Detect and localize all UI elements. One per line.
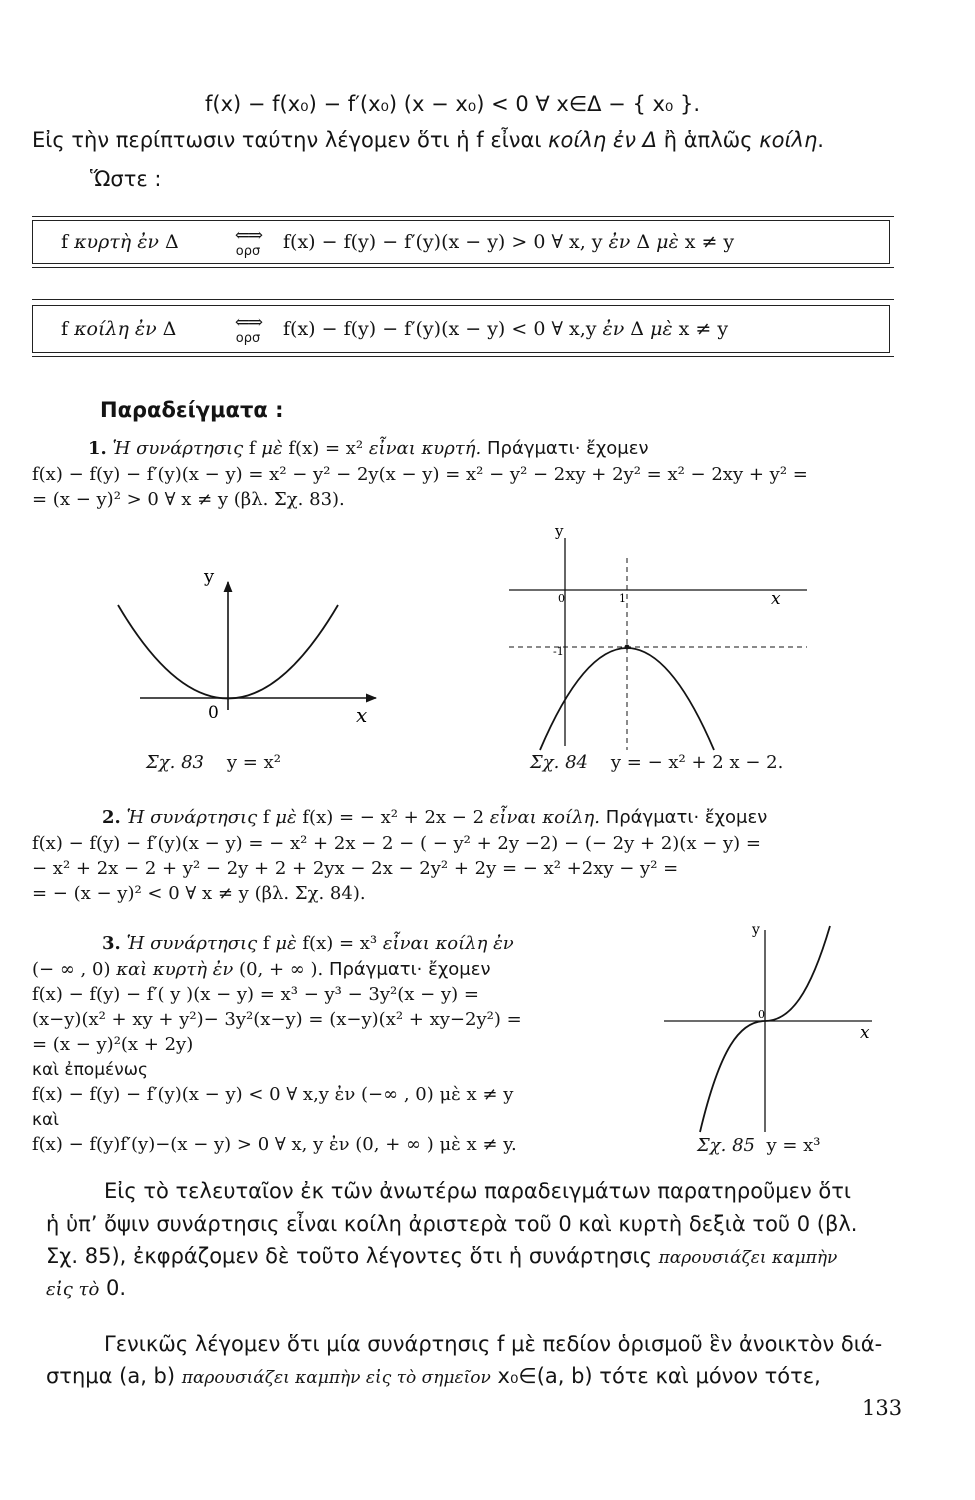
fig85-x-label: x	[860, 1023, 870, 1043]
figure-85	[660, 918, 890, 1136]
box2-top-rule	[32, 299, 894, 300]
fig84-caption: Σχ. 84 y = − x² + 2 x − 2.	[530, 752, 784, 773]
fig83-origin-label: 0	[208, 703, 219, 723]
example-3-line-3: f(x) − f(y) − f′( y )(x − y) = x³ − y³ − 3y²(x − y) =	[32, 984, 479, 1005]
example-3-line-9: f(x) − f(y)f′(y)−(x − y) > 0 ∀ x, y ἐν (0, + ∞ ) μὲ x ≠ y.	[32, 1134, 517, 1155]
box2-right: f(x) − f(y) − f′(y)(x − y) < 0 ∀ x,y ἐν Δ μὲ x ≠ y	[283, 318, 729, 340]
fig84-parabola-curve	[540, 648, 714, 750]
inequality-line: f(x) − f(x₀) − f′(x₀) (x − x₀) < 0 ∀ x∈Δ − { x₀ }.	[205, 92, 701, 116]
box1-top-rule	[32, 216, 894, 217]
paragraph-1-line-3: Σχ. 85), ἐκφράζομεν δὲ τοῦτο λέγοντες ὅτι ἡ συνάρτησις παρουσιάζει καμπὴν	[46, 1244, 838, 1268]
fig84-vertex-point	[625, 645, 630, 650]
fig85-y-label: y	[752, 922, 760, 938]
examples-heading: Παραδείγματα :	[100, 398, 284, 422]
example-3-line-1: 3. Ἡ συνάρτησις f μὲ f(x) = x³ εἶναι κοίλη ἐν	[102, 933, 514, 954]
fig83-caption: Σχ. 83 y = x²	[146, 752, 281, 773]
iff-arrow-1: ⇐⇒ ορσ	[234, 225, 262, 259]
paragraph-1-line-2: ἡ ὑπ’ ὄψιν συνάρτησις εἶναι κοίλη ἀριστερὰ τοῦ 0 καὶ κυρτὴ δεξιὰ τοῦ 0 (βλ.	[46, 1212, 858, 1236]
example-3-line-5: = (x − y)²(x + 2y)	[32, 1034, 194, 1055]
example-2-line-1: 2. Ἡ συνάρτησις f μὲ f(x) = − x² + 2x − 2 εἶναι κοίλη. Πράγματι· ἔχομεν	[102, 807, 768, 828]
box2-bottom-rule	[32, 356, 894, 357]
example-2-line-2: f(x) − f(y) − f′(y)(x − y) = − x² + 2x − 2 − ( − y² + 2y −2) − (− 2y + 2)(x − y) =	[32, 833, 761, 854]
example-1-line-1: 1. Ἡ συνάρτησις f μὲ f(x) = x² εἶναι κυρτή. Πράγματι· ἔχομεν	[88, 438, 649, 459]
fig85-caption: Σχ. 85 y = x³	[697, 1135, 821, 1156]
fig85-origin-label: 0	[758, 1008, 765, 1021]
box1-bottom-rule	[32, 267, 894, 268]
example-3-line-2: (− ∞ , 0) καὶ κυρτὴ ἐν (0, + ∞ ). Πράγματι· ἔχομεν	[32, 959, 491, 980]
convex-definition-box	[32, 220, 890, 264]
fig84-y-label: y	[555, 522, 564, 540]
example-1-line-2: f(x) − f(y) − f′(y)(x − y) = x² − y² − 2y(x − y) = x² − y² − 2xy + 2y² = x² − 2xy + y² =	[32, 464, 808, 485]
page-number: 133	[862, 1396, 903, 1420]
box1-right: f(x) − f(y) − f′(y)(x − y) > 0 ∀ x, y ἐν Δ μὲ x ≠ y	[283, 231, 735, 253]
paragraph-2-line-2: στημα (a, b) παρουσιάζει καμπὴν εἰς τὸ σημεῖον x₀∈(a, b) τότε καὶ μόνον τότε,	[46, 1364, 821, 1388]
fig83-y-label: y	[204, 566, 215, 587]
figure-83	[90, 560, 400, 770]
fig84-origin-label: 0	[558, 592, 565, 605]
definition-concave-line: Εἰς τὴν περίπτωσιν ταύτην λέγομεν ὅτι ἡ f εἶναι κοίλη ἐν Δ ἢ ἁπλῶς κοίλη.	[32, 128, 824, 152]
paragraph-1-line-1: Εἰς τὸ τελευταῖον ἐκ τῶν ἀνωτέρω παραδειγμάτων παρατηροῦμεν ὅτι	[104, 1179, 851, 1203]
example-1-line-3: = (x − y)² > 0 ∀ x ≠ y (βλ. Σχ. 83).	[32, 489, 345, 510]
fig84-x-label: x	[771, 589, 781, 609]
box2-left: f κοίλη ἐν Δ	[61, 318, 177, 340]
fig84-tick-y-label: -1	[553, 645, 564, 658]
example-2-line-3: − x² + 2x − 2 + y² − 2y + 2 + 2yx − 2x − 2y² + 2y = − x² +2xy − y² =	[32, 858, 679, 879]
fig83-x-label: x	[356, 703, 368, 727]
example-3-line-8: καὶ	[32, 1110, 59, 1130]
example-3-line-6: καὶ ἐπομένως	[32, 1060, 148, 1080]
fig84-tick-x-label: 1	[619, 592, 626, 605]
example-3-line-4: (x−y)(x² + xy + y²)− 3y²(x−y) = (x−y)(x² + xy−2y²) =	[32, 1009, 522, 1030]
so-line: Ὥστε :	[90, 167, 162, 191]
example-3-line-7: f(x) − f(y) − f′(y)(x − y) < 0 ∀ x,y ἐν (−∞ , 0) μὲ x ≠ y	[32, 1084, 514, 1105]
box1-left: f κυρτὴ ἐν Δ	[61, 231, 179, 253]
paragraph-2-line-1: Γενικῶς λέγομεν ὅτι μία συνάρτησις f μὲ πεδίον ὁρισμοῦ ἓν ἀνοικτὸν διά-	[104, 1332, 883, 1356]
example-2-line-4: = − (x − y)² < 0 ∀ x ≠ y (βλ. Σχ. 84).	[32, 883, 366, 904]
concave-definition-box	[32, 305, 890, 353]
paragraph-1-line-4: εἰς τὸ 0.	[46, 1276, 127, 1300]
figure-84	[505, 518, 815, 758]
iff-arrow-2: ⇐⇒ ορσ	[234, 312, 262, 346]
